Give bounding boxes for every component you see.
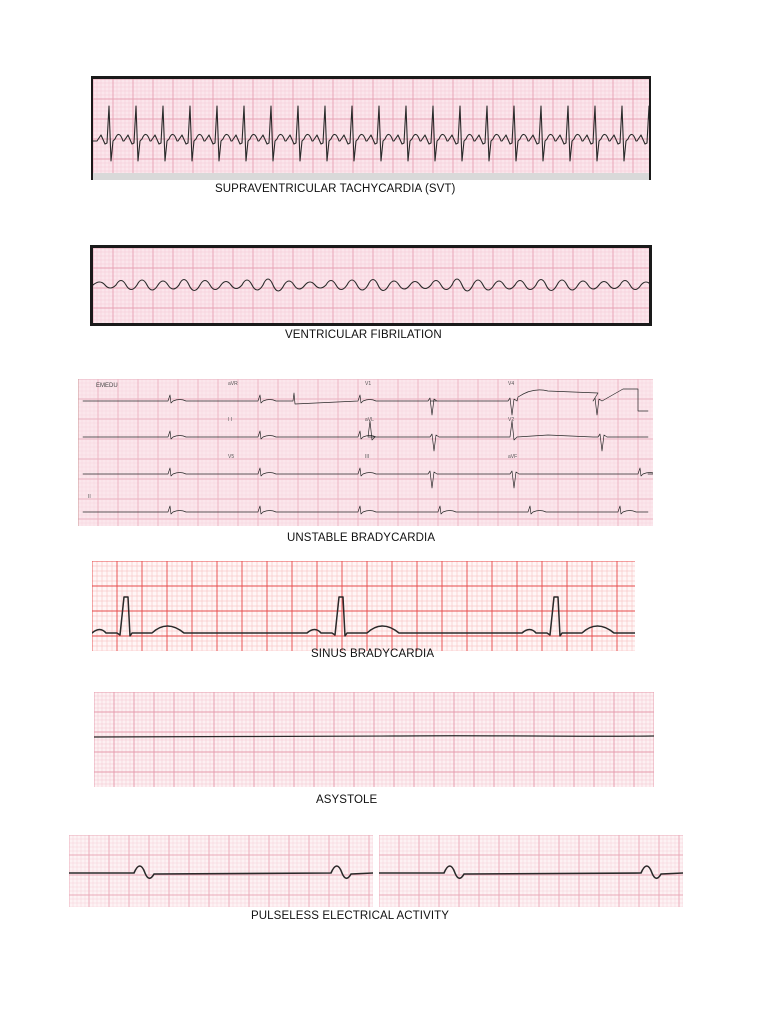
ecg-trace-pea-right [379,835,683,907]
ecg-strip-unstable-bradycardia [78,379,653,526]
ecg-trace-ventricular-fibrillation [93,248,649,323]
caption-svt: SUPRAVENTRICULAR TACHYCARDIA (SVT) [215,183,456,195]
ecg-trace-svt [93,79,649,180]
lead-label: V4 [508,381,515,387]
ecg-trace-asystole [94,692,654,787]
lead-label: aVL [365,417,374,423]
lead-label: aVR [228,381,238,387]
ecg-strip-pea-left [69,835,373,907]
ecg-strip-sinus-bradycardia [92,561,635,651]
ecg-grid-vf [93,248,649,323]
ecg-strip-asystole [94,692,654,787]
caption-sinus-bradycardia: SINUS BRADYCARDIA [311,648,435,660]
ecg-watermark: EMEDU [96,383,118,389]
ecg-grid-pea-left [69,835,373,907]
lead-label: I I [228,417,233,423]
lead-label: V1 [365,381,372,387]
lead-label: V5 [228,454,235,460]
lead-label: III [365,454,370,460]
ecg-grid-svt [93,79,649,180]
ecg-strip-pea-right [379,835,683,907]
ecg-grid-asystole [94,692,654,787]
ecg-12-lead-unstable-bradycardia [78,379,653,526]
caption-unstable-bradycardia: UNSTABLE BRADYCARDIA [287,532,436,544]
lead-label: aVF [508,454,518,460]
lead-label: V2 [508,417,515,423]
caption-asystole: ASYSTOLE [316,794,378,806]
caption-pulseless-electrical-activity: PULSELESS ELECTRICAL ACTIVITY [251,910,450,922]
ecg-grid-pea-right [379,835,683,907]
lead-label: II [88,494,91,500]
ecg-trace-sinus-bradycardia [92,561,635,651]
caption-ventricular-fibrillation: VENTRICULAR FIBRILATION [285,329,442,341]
ecg-trace-pea-left [69,835,373,907]
ecg-strip-svt [91,76,651,180]
ecg-strip-ventricular-fibrillation [90,245,652,326]
